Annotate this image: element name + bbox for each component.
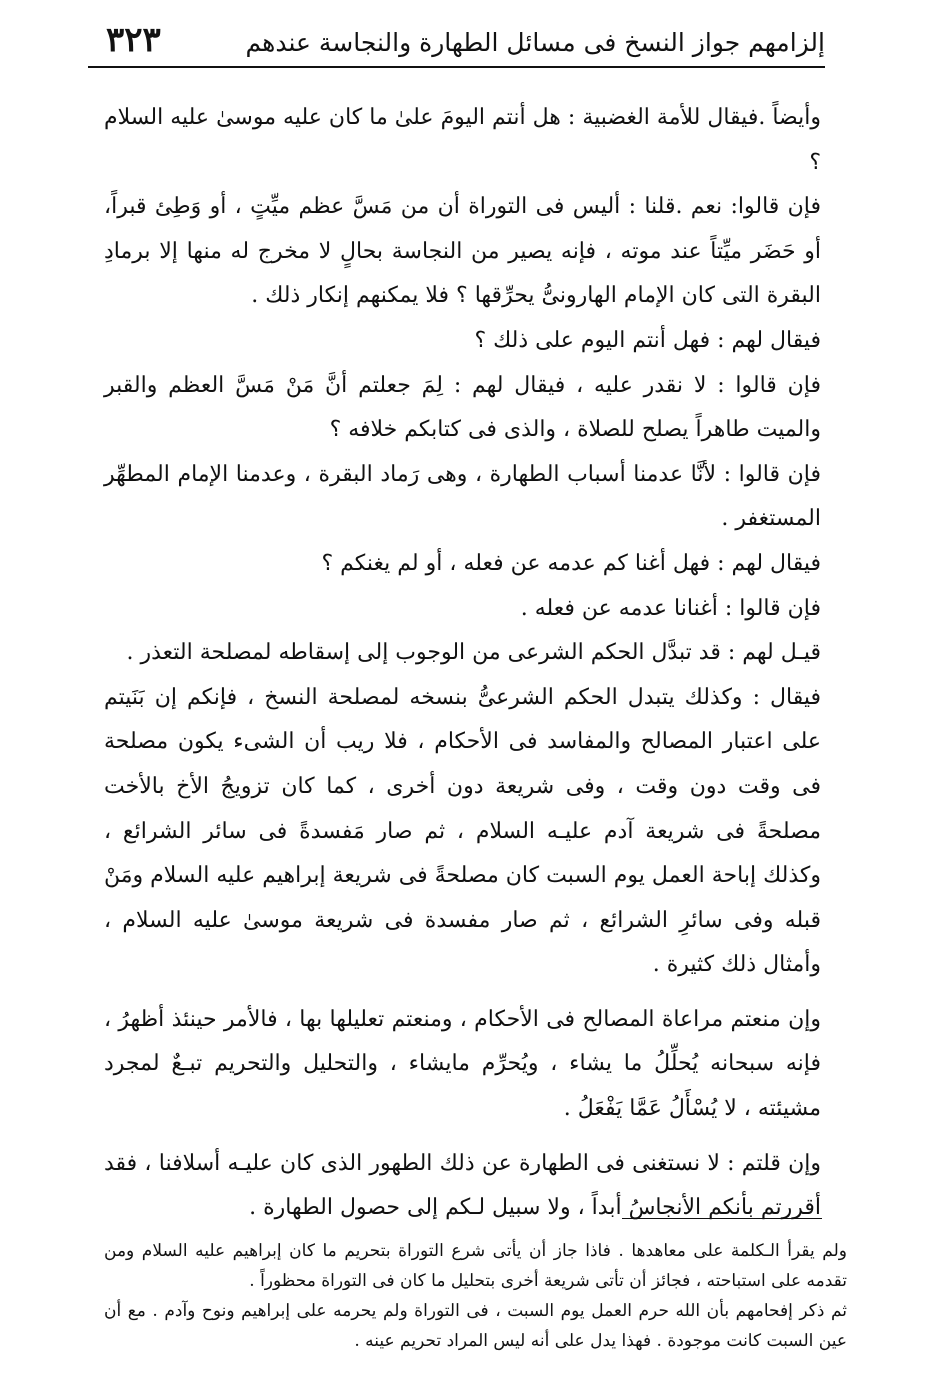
paragraph: فيقال لهم : فهل أغنا كم عدمه عن فعله ، أو لم يغنكم ؟ <box>321 550 821 576</box>
paragraph: فيقال لهم : فهل أنتم اليوم على ذلك ؟ <box>474 327 821 353</box>
body-text <box>104 96 821 1231</box>
footnotes <box>104 1236 847 1356</box>
paragraph: فإن قالوا : لأنَّا عدمنا أسباب الطهارة ، وهى رَماد البقرة ، وعدمنا الإمام المطهِّر المستغفر . <box>104 461 821 532</box>
paragraph: فإن قالوا : لا نقدر عليه ، فيقال لهم : لِمَ جعلتم أنَّ مَنْ مَسَّ العظم والقبر والميت طاهراً يصلح للصلاة ، والذى فى كتابكم خلافه ؟ <box>104 372 821 443</box>
page-header <box>88 18 825 68</box>
paragraph: وإن قلتم : لا نستغنى فى الطهارة عن ذلك الطهور الذى كان عليـه أسلافنا ، فقد أقررتم بأنكم الأنجاسُ أبداً ، ولا سبيل لـكم إلى حصول الطهارة . <box>104 1150 821 1221</box>
footnote: ولم يقرأ الـكلمة على معاهدها . فاذا جاز أن يأتى شرع التوراة بتحريم ما كان إبراهيم عليه السلام ومن تقدمه على استباحته ، فجائز أن تأتى شريعة أخرى بتحليل ما كان فى التوراة محظوراً . <box>104 1241 847 1291</box>
paragraph-gap <box>104 1132 821 1142</box>
running-title: إلزامهم جواز النسخ فى مسائل الطهارة والنجاسة عندهم <box>245 28 825 57</box>
paragraph-gap <box>104 988 821 998</box>
paragraph: فيقال : وكذلك يتبدل الحكم الشرعىُّ بنسخه لمصلحة النسخ ، فإنكم إن بَنَيتم على اعتبار المصالح والمفاسد فى الأحكام ، فلا ريب أن الشىء يكون مصلحة فى وقت دون وقت ، وفى شريعة دون أخرى ، كما كان تزويجُ الأخ بالأخت مصلحةً فى شريعة آدم عليـه السلام ، ثم صار مَفسدةً فى سائر الشرائع ، وكذلك إباحة العمل يوم السبت كان مصلحةً فى شريعة إبراهيم عليه السلام ومَنْ قبله وفى سائرِ الشرائع ، ثم صار مفسدة فى شريعة موسىٰ عليه السلام ، وأمثال ذلك كثيرة . <box>104 684 821 978</box>
paragraph: فإن قالوا : أغنانا عدمه عن فعله . <box>520 595 821 621</box>
paragraph: فإن قالوا: نعم .قلنا : أليس فى التوراة أن من مَسَّ عظم ميِّتٍ ، أو وَطِئ قبراً، أو حَضَر ميِّتاً عند موته ، فإنه يصير من النجاسة بحالٍ لا مخرج له منها إلا برمادِ البقرة التى كان الإمام الهارونىُّ يحرِّقها ؟ فلا يمكنهم إنكار ذلك . <box>104 194 821 309</box>
paragraph: قيـل لهم : قد تبدَّل الحكم الشرعى من الوجوب إلى إسقاطه لمصلحة التعذر . <box>126 640 821 666</box>
footnote: ثم ذكر إفحامهم بأن الله حرم العمل يوم السبت ، فى التوراة ولم يحرمه على إبراهيم ونوح وآدم . مع أن عين السبت كانت موجودة . فهذا يدل على أنه ليس المراد تحريم عينه . <box>104 1301 847 1351</box>
paragraph: وإن منعتم مراعاة المصالح فى الأحكام ، ومنعتم تعليلها بها ، فالأمر حينئذ أظهرُ ، فإنه سبحانه يُحلِّلُ ما يشاء ، ويُحرِّم مايشاء ، والتحليل والتحريم تبـعٌ لمجرد مشيئته ، لا يُسْأَلُ عَمَّا يَفْعَلُ . <box>104 1006 821 1122</box>
footnote-divider <box>622 1218 822 1219</box>
paragraph: وأيضاً .فيقال للأمة الغضبية : هل أنتم اليومَ علىٰ ما كان عليه موسىٰ عليه السلام ؟ <box>104 105 821 175</box>
page-number: ٣٢٣ <box>106 20 161 60</box>
